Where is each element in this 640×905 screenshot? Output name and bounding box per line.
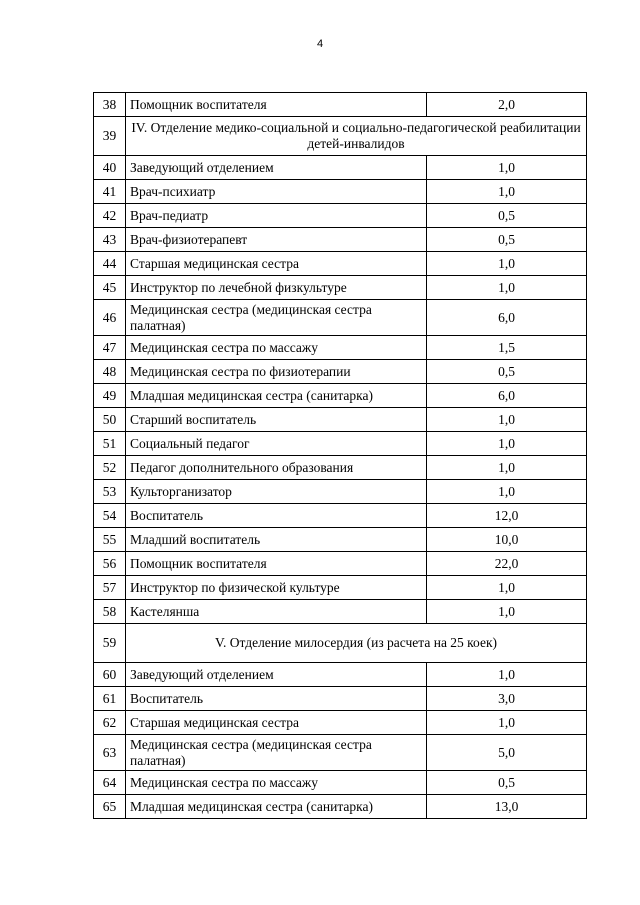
position-name: Старшая медицинская сестра [126,711,427,735]
position-name: Врач-педиатр [126,204,427,228]
section-row [94,624,587,663]
section-row [94,117,587,156]
row-number: 61 [94,687,126,711]
position-name: Воспитатель [126,504,427,528]
table-row [94,687,587,711]
staff-units-value: 1,0 [427,180,587,204]
staff-units-value: 1,5 [427,336,587,360]
staff-units-value: 6,0 [427,384,587,408]
staff-units-value: 0,5 [427,360,587,384]
row-number: 64 [94,771,126,795]
table-row [94,552,587,576]
table-row [94,228,587,252]
staff-units-value: 0,5 [427,771,587,795]
position-name: Врач-физиотерапевт [126,228,427,252]
position-name: Младший воспитатель [126,528,427,552]
row-number: 65 [94,795,126,819]
position-name: Врач-психиатр [126,180,427,204]
table-row [94,528,587,552]
row-number: 52 [94,456,126,480]
row-number: 59 [94,624,126,663]
staff-units-value: 2,0 [427,93,587,117]
table-row [94,360,587,384]
row-number: 58 [94,600,126,624]
row-number: 62 [94,711,126,735]
table-row [94,576,587,600]
position-name: Медицинская сестра по массажу [126,771,427,795]
row-number: 44 [94,252,126,276]
row-number: 51 [94,432,126,456]
position-name: Медицинская сестра по физиотерапии [126,360,427,384]
page-number: 4 [316,38,324,50]
row-number: 55 [94,528,126,552]
position-name: Социальный педагог [126,432,427,456]
staff-units-value: 1,0 [427,408,587,432]
row-number: 38 [94,93,126,117]
position-name: Младшая медицинская сестра (санитарка) [126,384,427,408]
table-row [94,93,587,117]
position-name: Младшая медицинская сестра (санитарка) [126,795,427,819]
staffing-table [93,92,587,819]
staff-units-value: 1,0 [427,600,587,624]
row-number: 48 [94,360,126,384]
staff-units-value: 1,0 [427,480,587,504]
table-row [94,600,587,624]
table-row [94,480,587,504]
section-heading: V. Отделение милосердия (из расчета на 25 коек) [126,624,587,663]
staff-units-value: 10,0 [427,528,587,552]
row-number: 40 [94,156,126,180]
position-name: Инструктор по лечебной физкультуре [126,276,427,300]
position-name: Старший воспитатель [126,408,427,432]
row-number: 43 [94,228,126,252]
position-name: Заведующий отделением [126,663,427,687]
position-name: Медицинская сестра по массажу [126,336,427,360]
table-row [94,771,587,795]
staff-units-value: 3,0 [427,687,587,711]
table-row [94,432,587,456]
table-row [94,252,587,276]
table-row [94,384,587,408]
position-name: Заведующий отделением [126,156,427,180]
row-number: 63 [94,735,126,771]
staff-units-value: 1,0 [427,456,587,480]
staff-units-value: 0,5 [427,204,587,228]
staff-units-value: 1,0 [427,663,587,687]
table-row [94,408,587,432]
row-number: 42 [94,204,126,228]
row-number: 60 [94,663,126,687]
staff-units-value: 1,0 [427,711,587,735]
row-number: 54 [94,504,126,528]
position-name: Старшая медицинская сестра [126,252,427,276]
row-number: 46 [94,300,126,336]
table-row [94,795,587,819]
staff-units-value: 1,0 [427,432,587,456]
staff-units-value: 1,0 [427,576,587,600]
staff-units-value: 1,0 [427,156,587,180]
row-number: 49 [94,384,126,408]
staff-units-value: 0,5 [427,228,587,252]
row-number: 39 [94,117,126,156]
table-row [94,663,587,687]
position-name: Помощник воспитателя [126,93,427,117]
row-number: 47 [94,336,126,360]
table-row [94,204,587,228]
position-name: Медицинская сестра (медицинская сестра палатная) [126,300,427,336]
staff-units-value: 22,0 [427,552,587,576]
row-number: 57 [94,576,126,600]
position-name: Культорганизатор [126,480,427,504]
staffing-table-body [94,93,587,819]
position-name: Помощник воспитателя [126,552,427,576]
staff-units-value: 5,0 [427,735,587,771]
table-row [94,180,587,204]
row-number: 41 [94,180,126,204]
row-number: 53 [94,480,126,504]
table-row [94,456,587,480]
position-name: Инструктор по физической культуре [126,576,427,600]
position-name: Воспитатель [126,687,427,711]
position-name: Кастелянша [126,600,427,624]
section-heading: IV. Отделение медико-социальной и социально-педагогической реабилитации детей-инвалидов [126,117,587,156]
row-number: 56 [94,552,126,576]
table-row [94,504,587,528]
row-number: 45 [94,276,126,300]
table-row [94,300,587,336]
position-name: Педагог дополнительного образования [126,456,427,480]
row-number: 50 [94,408,126,432]
staff-units-value: 1,0 [427,252,587,276]
staff-units-value: 6,0 [427,300,587,336]
table-row [94,711,587,735]
staff-units-value: 13,0 [427,795,587,819]
table-row [94,735,587,771]
table-row [94,156,587,180]
table-row [94,276,587,300]
position-name: Медицинская сестра (медицинская сестра палатная) [126,735,427,771]
staff-units-value: 1,0 [427,276,587,300]
staff-units-value: 12,0 [427,504,587,528]
table-row [94,336,587,360]
